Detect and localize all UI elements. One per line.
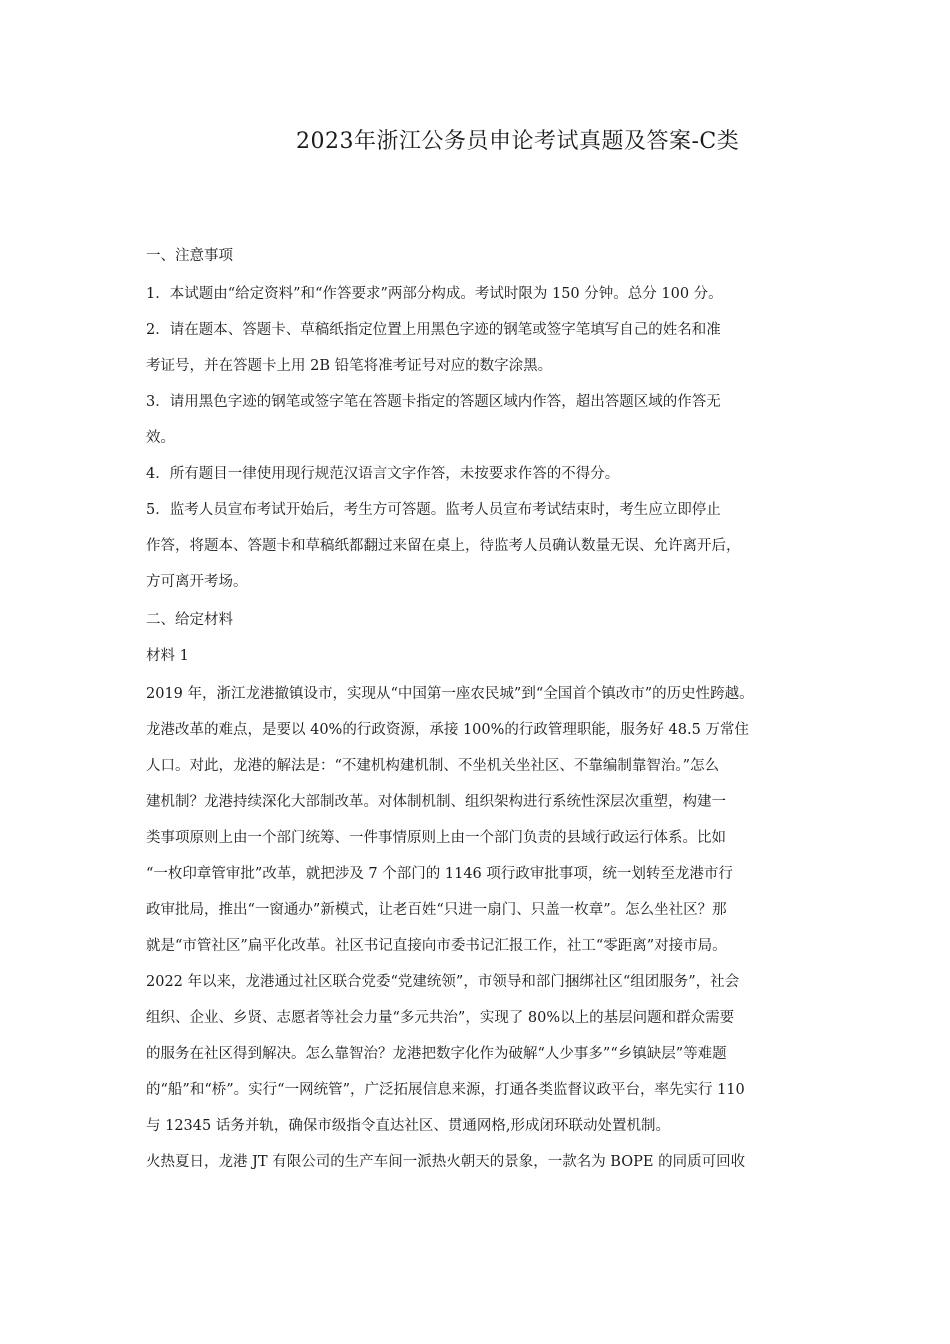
- page-title: 2023年浙江公务员申论考试真题及答案-C类: [296, 129, 740, 154]
- text-line: 效。: [146, 430, 175, 446]
- text-line: 类事项原则上由一个部门统筹、一件事情原则上由一个部门负责的县域行政运行体系。比如: [146, 830, 726, 846]
- text-line: 就是“市管社区”扁平化改革。社区书记直接向市委书记汇报工作，社工“零距离”对接市局。: [146, 938, 727, 954]
- text-line: 方可离开考场。: [146, 574, 248, 590]
- text-line: 4．所有题目一律使用现行规范汉语言文字作答，未按要求作答的不得分。: [146, 466, 620, 482]
- text-line: 2．请在题本、答题卡、草稿纸指定位置上用黑色字迹的钢笔或签字笔填写自己的姓名和准: [146, 322, 721, 338]
- text-line: 1．本试题由“给定资料”和“作答要求”两部分构成。考试时限为 150 分钟。总分 100 分。: [146, 286, 723, 302]
- text-line: 2019 年，浙江龙港撤镇设市，实现从“中国第一座农民城”到“全国首个镇改市”的历史性跨越。: [146, 686, 754, 702]
- section-heading: 一、注意事项: [146, 248, 233, 264]
- material-label: 材料 1: [146, 648, 189, 664]
- text-line: 2022 年以来，龙港通过社区联合党委“党建统领”，市领导和部门捆绑社区“组团服务”，社会: [146, 974, 740, 990]
- text-line: 考证号，并在答题卡上用 2B 铅笔将准考证号对应的数字涂黑。: [146, 358, 553, 374]
- text-line: 火热夏日，龙港 JT 有限公司的生产车间一派热火朝天的景象，一款名为 BOPE 的同质可回收: [146, 1154, 746, 1170]
- text-line: 组织、企业、乡贤、志愿者等社会力量“多元共治”，实现了 80%以上的基层问题和群众需要: [146, 1010, 735, 1026]
- section-heading: 二、给定材料: [146, 612, 233, 628]
- text-line: 的服务在社区得到解决。怎么靠智治？龙港把数字化作为破解“人少事多”“乡镇缺层”等难题: [146, 1046, 727, 1062]
- text-line: 人口。对此，龙港的解法是：“不建机构建机制、不坐机关坐社区、不靠编制靠智治。”怎么: [146, 758, 720, 774]
- text-line: 3．请用黑色字迹的钢笔或签字笔在答题卡指定的答题区域内作答，超出答题区域的作答无: [146, 394, 721, 410]
- text-line: 政审批局，推出“一窗通办”新模式，让老百姓“只进一扇门、只盖一枚章”。怎么坐社区？那: [146, 902, 727, 918]
- text-line: 与 12345 话务并轨，确保市级指令直达社区、贯通网格,形成闭环联动处置机制。: [146, 1118, 670, 1134]
- text-line: “一枚印章管审批”改革，就把涉及 7 个部门的 1146 项行政审批事项，统一划转至龙港市行: [146, 866, 733, 882]
- text-line: 建机制？龙港持续深化大部制改革。对体制机制、组织架构进行系统性深层次重塑，构建一: [146, 794, 726, 810]
- text-line: 的“船”和“桥”。实行“一网统管”，广泛拓展信息来源，打通各类监督议政平台，率先实行 110: [146, 1082, 745, 1098]
- text-line: 作答，将题本、答题卡和草稿纸都翻过来留在桌上，待监考人员确认数量无误、允许离开后，: [146, 538, 741, 554]
- text-line: 5．监考人员宣布考试开始后，考生方可答题。监考人员宣布考试结束时，考生应立即停止: [146, 502, 721, 518]
- text-line: 龙港改革的难点，是要以 40%的行政资源，承接 100%的行政管理职能，服务好 48.5 万常住: [146, 722, 749, 738]
